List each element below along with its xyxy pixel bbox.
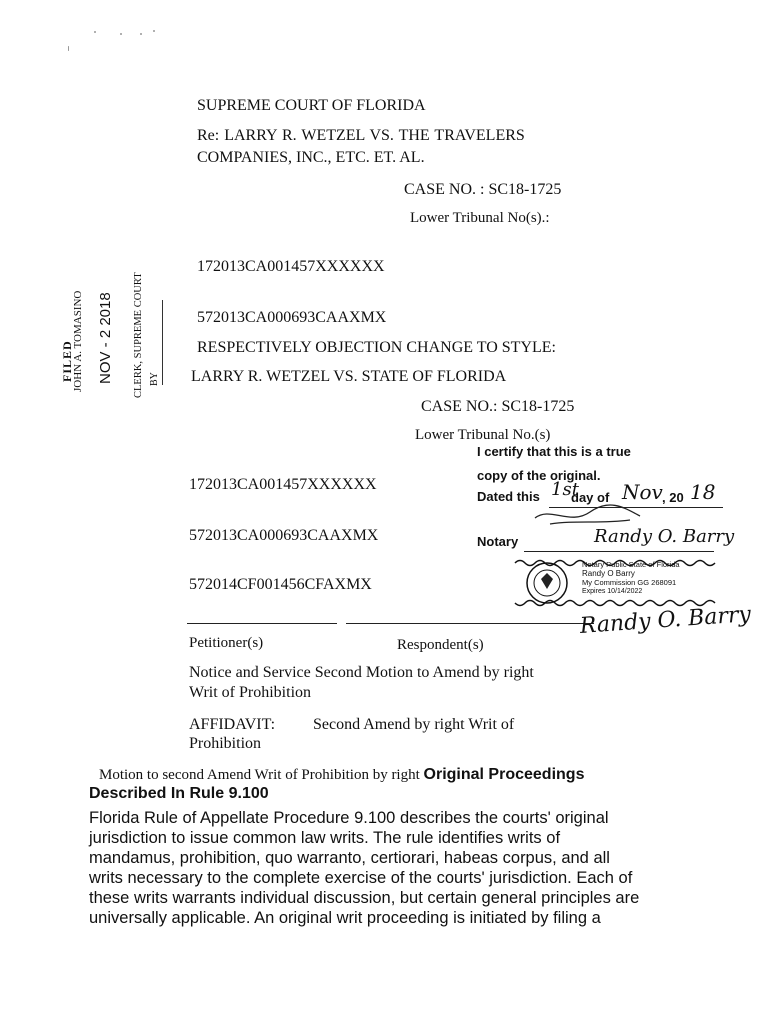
respondent-label: Respondent(s) xyxy=(397,637,484,653)
motion-heading-serif: Motion to second Amend Writ of Prohibition by right xyxy=(99,767,420,783)
clerk-name: JOHN A. TOMASINO xyxy=(72,290,84,392)
objection-lower-tribunal: Lower Tribunal No.(s) xyxy=(415,427,551,443)
body-line: these writs warrants individual discussion, but certain general principles are xyxy=(89,889,640,907)
clerk-title: CLERK, SUPREME COURT xyxy=(133,272,144,398)
notary-label: Notary xyxy=(477,534,519,549)
objection-line-2: LARRY R. WETZEL VS. STATE OF FLORIDA xyxy=(191,368,507,385)
motion-heading xyxy=(99,766,584,784)
dated-day-handwritten: 1st xyxy=(551,479,579,500)
objection-line-1: RESPECTIVELY OBJECTION CHANGE TO STYLE: xyxy=(197,339,556,356)
seal-line: Randy O Barry xyxy=(582,569,635,578)
scan-speck xyxy=(153,30,155,32)
court-name: SUPREME COURT OF FLORIDA xyxy=(197,97,426,114)
tribunal-number: 572014CF001456CFAXMX xyxy=(189,576,372,593)
scan-speck xyxy=(94,31,96,33)
filed-label: FILED xyxy=(60,340,74,382)
motion-heading-line-2: Described In Rule 9.100 xyxy=(89,785,269,802)
seal-line: My Commission GG 268091 xyxy=(582,578,677,587)
affidavit-text: Second Amend by right Writ of xyxy=(313,716,515,733)
re-line-1: Re: LARRY R. WETZEL VS. THE TRAVELERS xyxy=(197,127,525,144)
filed-date: NOV - 2 2018 xyxy=(97,292,114,384)
re-line-2: COMPANIES, INC., ETC. ET. AL. xyxy=(197,149,425,166)
bottom-signature: Randy O. Barry xyxy=(579,602,752,639)
signature-scribble xyxy=(530,498,660,528)
scan-speck xyxy=(68,46,69,51)
affidavit-line-2: Prohibition xyxy=(189,735,262,752)
scan-speck xyxy=(140,33,142,35)
objection-case-number: CASE NO.: SC18-1725 xyxy=(421,398,575,415)
case-number: CASE NO. : SC18-1725 xyxy=(404,181,562,198)
dated-day-of: day of xyxy=(571,490,610,505)
certify-line-1: I certify that this is a true xyxy=(477,444,631,459)
body-line: Florida Rule of Appellate Procedure 9.100 describes the courts' original xyxy=(89,809,609,827)
dated-prefix: Dated this xyxy=(477,489,540,504)
dated-month-handwritten: Nov xyxy=(622,480,663,504)
scan-speck xyxy=(120,33,122,35)
body-line: jurisdiction to issue common law writs. The rule identifies writs of xyxy=(89,829,561,847)
notary-underline xyxy=(524,551,714,552)
lower-tribunal-label: Lower Tribunal No(s).: xyxy=(410,210,550,226)
notice-line-1: Notice and Service Second Motion to Amend by right xyxy=(189,664,534,681)
dated-year-prefix: , 20 xyxy=(662,490,684,505)
stamp-line xyxy=(162,300,163,385)
body-line: universally applicable. An original writ proceeding is initiated by filing a xyxy=(89,909,601,927)
petitioner-label: Petitioner(s) xyxy=(189,635,264,651)
tribunal-number: 572013CA000693CAAXMX xyxy=(197,309,387,326)
tribunal-number: 172013CA001457XXXXXX xyxy=(197,258,385,275)
notice-line-2: Writ of Prohibition xyxy=(189,684,312,701)
body-paragraph xyxy=(89,808,689,928)
by-label: BY xyxy=(149,372,160,386)
dated-year-handwritten: 18 xyxy=(690,480,716,504)
seal-line: Expires 10/14/2022 xyxy=(582,588,643,595)
tribunal-number: 572013CA000693CAAXMX xyxy=(189,527,379,544)
separator-line xyxy=(346,623,594,624)
separator-line xyxy=(187,623,337,624)
notary-signature: Randy O. Barry xyxy=(594,526,735,547)
motion-heading-bold: Original Proceedings xyxy=(423,766,585,783)
tribunal-number: 172013CA001457XXXXXX xyxy=(189,476,377,493)
seal-line: Notary Public State of Florida xyxy=(582,560,680,569)
affidavit-label: AFFIDAVIT: xyxy=(189,716,276,733)
certify-line-2: copy of the original. xyxy=(477,468,601,483)
body-line: writs necessary to the complete exercise of the courts' jurisdiction. Each of xyxy=(89,869,633,887)
body-line: mandamus, prohibition, quo warranto, certiorari, habeas corpus, and all xyxy=(89,849,610,867)
